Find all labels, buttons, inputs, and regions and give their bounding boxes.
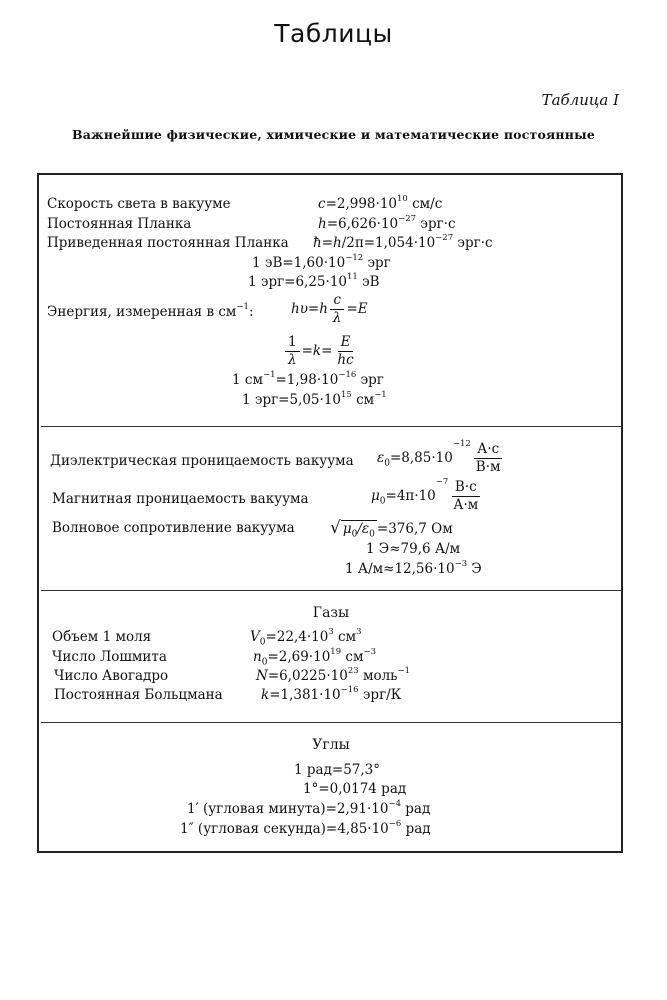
arcminute-conversion: 1′ (угловая $минута)=2,91\cdot 10^{-4}$ рад	[187, 799, 431, 817]
speed-of-light-label: Скорость света в вакууме	[47, 196, 231, 212]
section-divider	[41, 426, 621, 427]
speed-of-light-value: $c=2,998\cdot 10^{10}$ см/с	[318, 194, 443, 212]
section-divider	[41, 722, 621, 723]
reduced-planck-label: Приведенная постоянная Планка	[47, 235, 289, 251]
am-conversion: 1 $А/м\approx 12,56\cdot 10^{-3}$ Э	[345, 559, 482, 577]
molar-volume-value: $V_0=22,4\cdot 10^3$ $см^3$	[250, 627, 362, 648]
permeability-value: $\mu_0=4\pi\cdot 10^{-7}$ $\frac{В\cdot с}{А\cdot м}$	[371, 477, 479, 513]
radian-conversion: 1 рад=57,3°	[294, 762, 381, 778]
table-caption: Важнейшие физические, химические и математические постоянные	[71, 127, 596, 142]
page-title: Таблицы	[274, 19, 393, 48]
impedance-label: Волновое сопротивление вакуума	[52, 520, 295, 536]
degree-conversion: 1°=0,0174 рад	[303, 781, 407, 797]
oersted-conversion: 1 Э≈79,6 А/м	[366, 541, 461, 557]
energy-formula: hυ=h $\frac{c}{\lambda}$ =E	[291, 292, 368, 326]
reduced-planck-value: $ħ=h/2\pi=1,054\cdot 10^{-27}$ эрг·с	[313, 233, 493, 251]
ev-conversion: 1 $эВ=1,60\cdot 10^{-12}$ эрг	[252, 253, 391, 271]
wavenumber-formula: $\frac{1}{\lambda}$ =k= $\frac{E}{hc}$	[283, 334, 359, 369]
table-number: Таблица I	[541, 91, 619, 109]
erg-conversion: 1 $эрг=6,25\cdot 10^{11}$ эВ	[248, 272, 380, 290]
section-divider	[41, 590, 621, 591]
avogadro-label: Число Авогадро	[54, 668, 169, 684]
avogadro-value: $N=6,0225\cdot 10^{23}$ моль$^{-1}$	[256, 666, 411, 684]
permeability-label: Магнитная проницаемость вакуума	[52, 491, 309, 507]
loschmidt-label: Число Лошмита	[52, 649, 167, 665]
gases-heading: Газы	[312, 605, 350, 621]
planck-label: Постоянная Планка	[47, 216, 192, 232]
boltzmann-label: Постоянная Больцмана	[54, 687, 223, 703]
energy-label: Энергия, измеренная в $см^{-1}$:	[47, 302, 254, 320]
molar-volume-label: Объем 1 моля	[52, 629, 152, 645]
angles-heading: Углы	[312, 737, 350, 753]
cm-conversion: 1 $см^{-1}=1,98\cdot 10^{-16}$ эрг	[232, 370, 384, 388]
impedance-value: √ $\mu_0/\varepsilon_0 =376,7$ Ом	[330, 518, 453, 540]
planck-value: $h=6,626\cdot 10^{-27}$ эрг·с	[318, 214, 456, 232]
loschmidt-value: $n_0=2,69\cdot 10^{19}$ $см^{-3}$	[253, 647, 376, 668]
permittivity-label: Диэлектрическая проницаемость вакуума	[50, 453, 354, 469]
erg-cm-conversion: 1 $эрг=5,05\cdot 10^{15}$ $см^{-1}$	[242, 390, 387, 408]
permittivity-value: $\varepsilon_0=8,85\cdot 10^{-12}$ $\frac{А\cdot с}{В\cdot м}$	[377, 439, 501, 475]
boltzmann-value: $k=1,381\cdot 10^{-16}$ эрг/К	[261, 685, 402, 703]
arcsecond-conversion: 1″ (угловая $секунда)=4,85\cdot 10^{-6}$ рад	[180, 819, 431, 837]
